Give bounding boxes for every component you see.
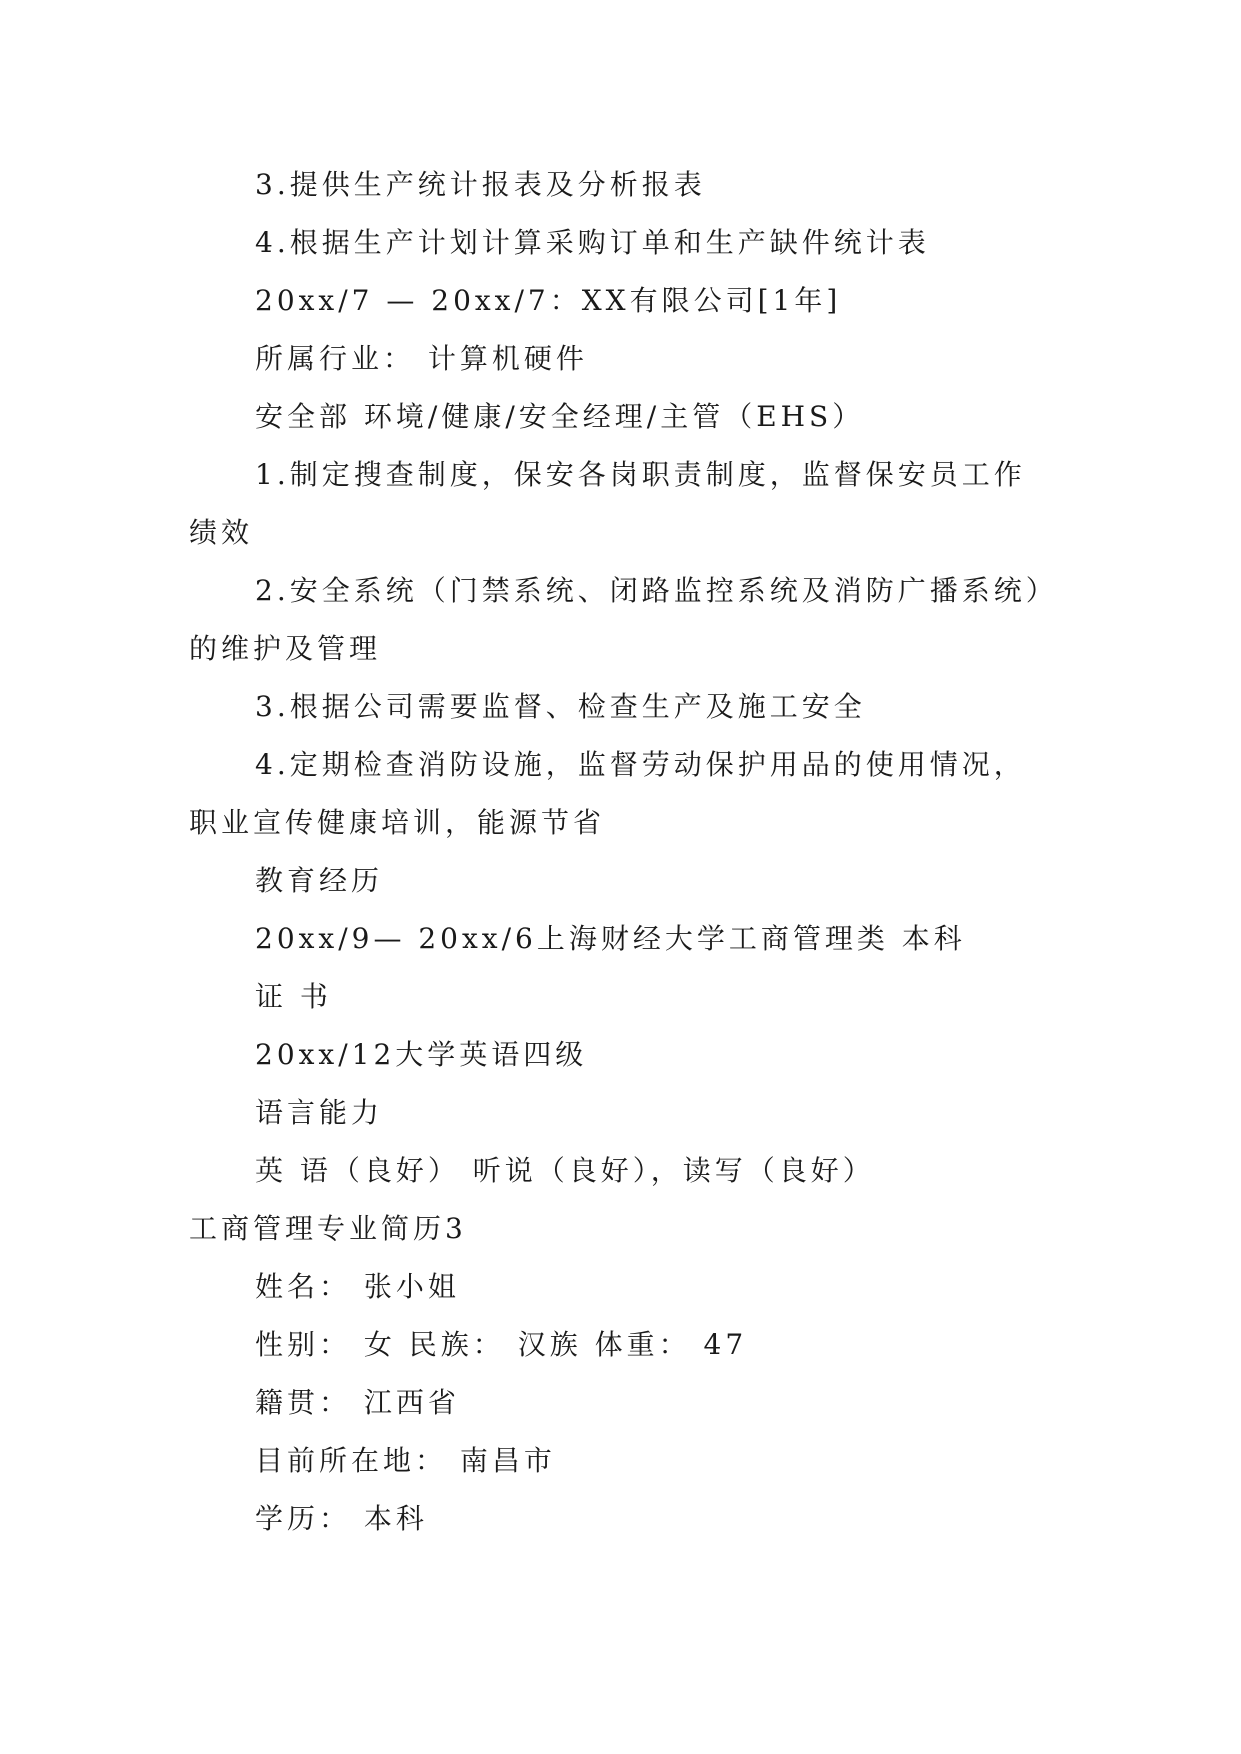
section-heading: 教育经历 (255, 864, 384, 897)
text-line: 安全部 环境/健康/安全经理/主管（EHS） (255, 400, 865, 433)
text-line: 职业宣传健康培训，能源节省 (189, 806, 606, 839)
text-line: 3.根据公司需要监督、检查生产及施工安全 (255, 690, 866, 723)
text-line: 2.安全系统（门禁系统、闭路监控系统及消防广播系统） (255, 574, 1058, 607)
text-line: 姓名： 张小姐 (255, 1270, 460, 1303)
text-line: 绩效 (189, 516, 254, 549)
text-line: 学历： 本科 (255, 1502, 428, 1535)
text-line: 3.提供生产统计报表及分析报表 (255, 168, 706, 201)
section-heading: 证 书 (255, 980, 332, 1013)
text-line: 英 语（良好） 听说（良好），读写（良好） (255, 1154, 875, 1187)
text-line: 20xx/12大学英语四级 (255, 1038, 588, 1071)
text-line: 目前所在地： 南昌市 (255, 1444, 556, 1477)
text-line: 1.制定搜查制度，保安各岗职责制度，监督保安员工作 (255, 458, 1026, 491)
text-line: 的维护及管理 (189, 632, 382, 665)
text-line: 4.根据生产计划计算采购订单和生产缺件统计表 (255, 226, 930, 259)
text-line: 所属行业： 计算机硬件 (255, 342, 588, 375)
section-heading: 语言能力 (255, 1096, 384, 1129)
text-line: 籍贯： 江西省 (255, 1386, 460, 1419)
text-line: 4.定期检查消防设施，监督劳动保护用品的使用情况， (255, 748, 1026, 781)
text-line: 20xx/7 — 20xx/7：XX有限公司[1年] (255, 284, 842, 317)
text-line: 20xx/9— 20xx/6上海财经大学工商管理类 本科 (255, 922, 966, 955)
text-line: 性别： 女 民族： 汉族 体重： 47 (255, 1328, 748, 1361)
document-title: 工商管理专业简历3 (189, 1212, 467, 1245)
